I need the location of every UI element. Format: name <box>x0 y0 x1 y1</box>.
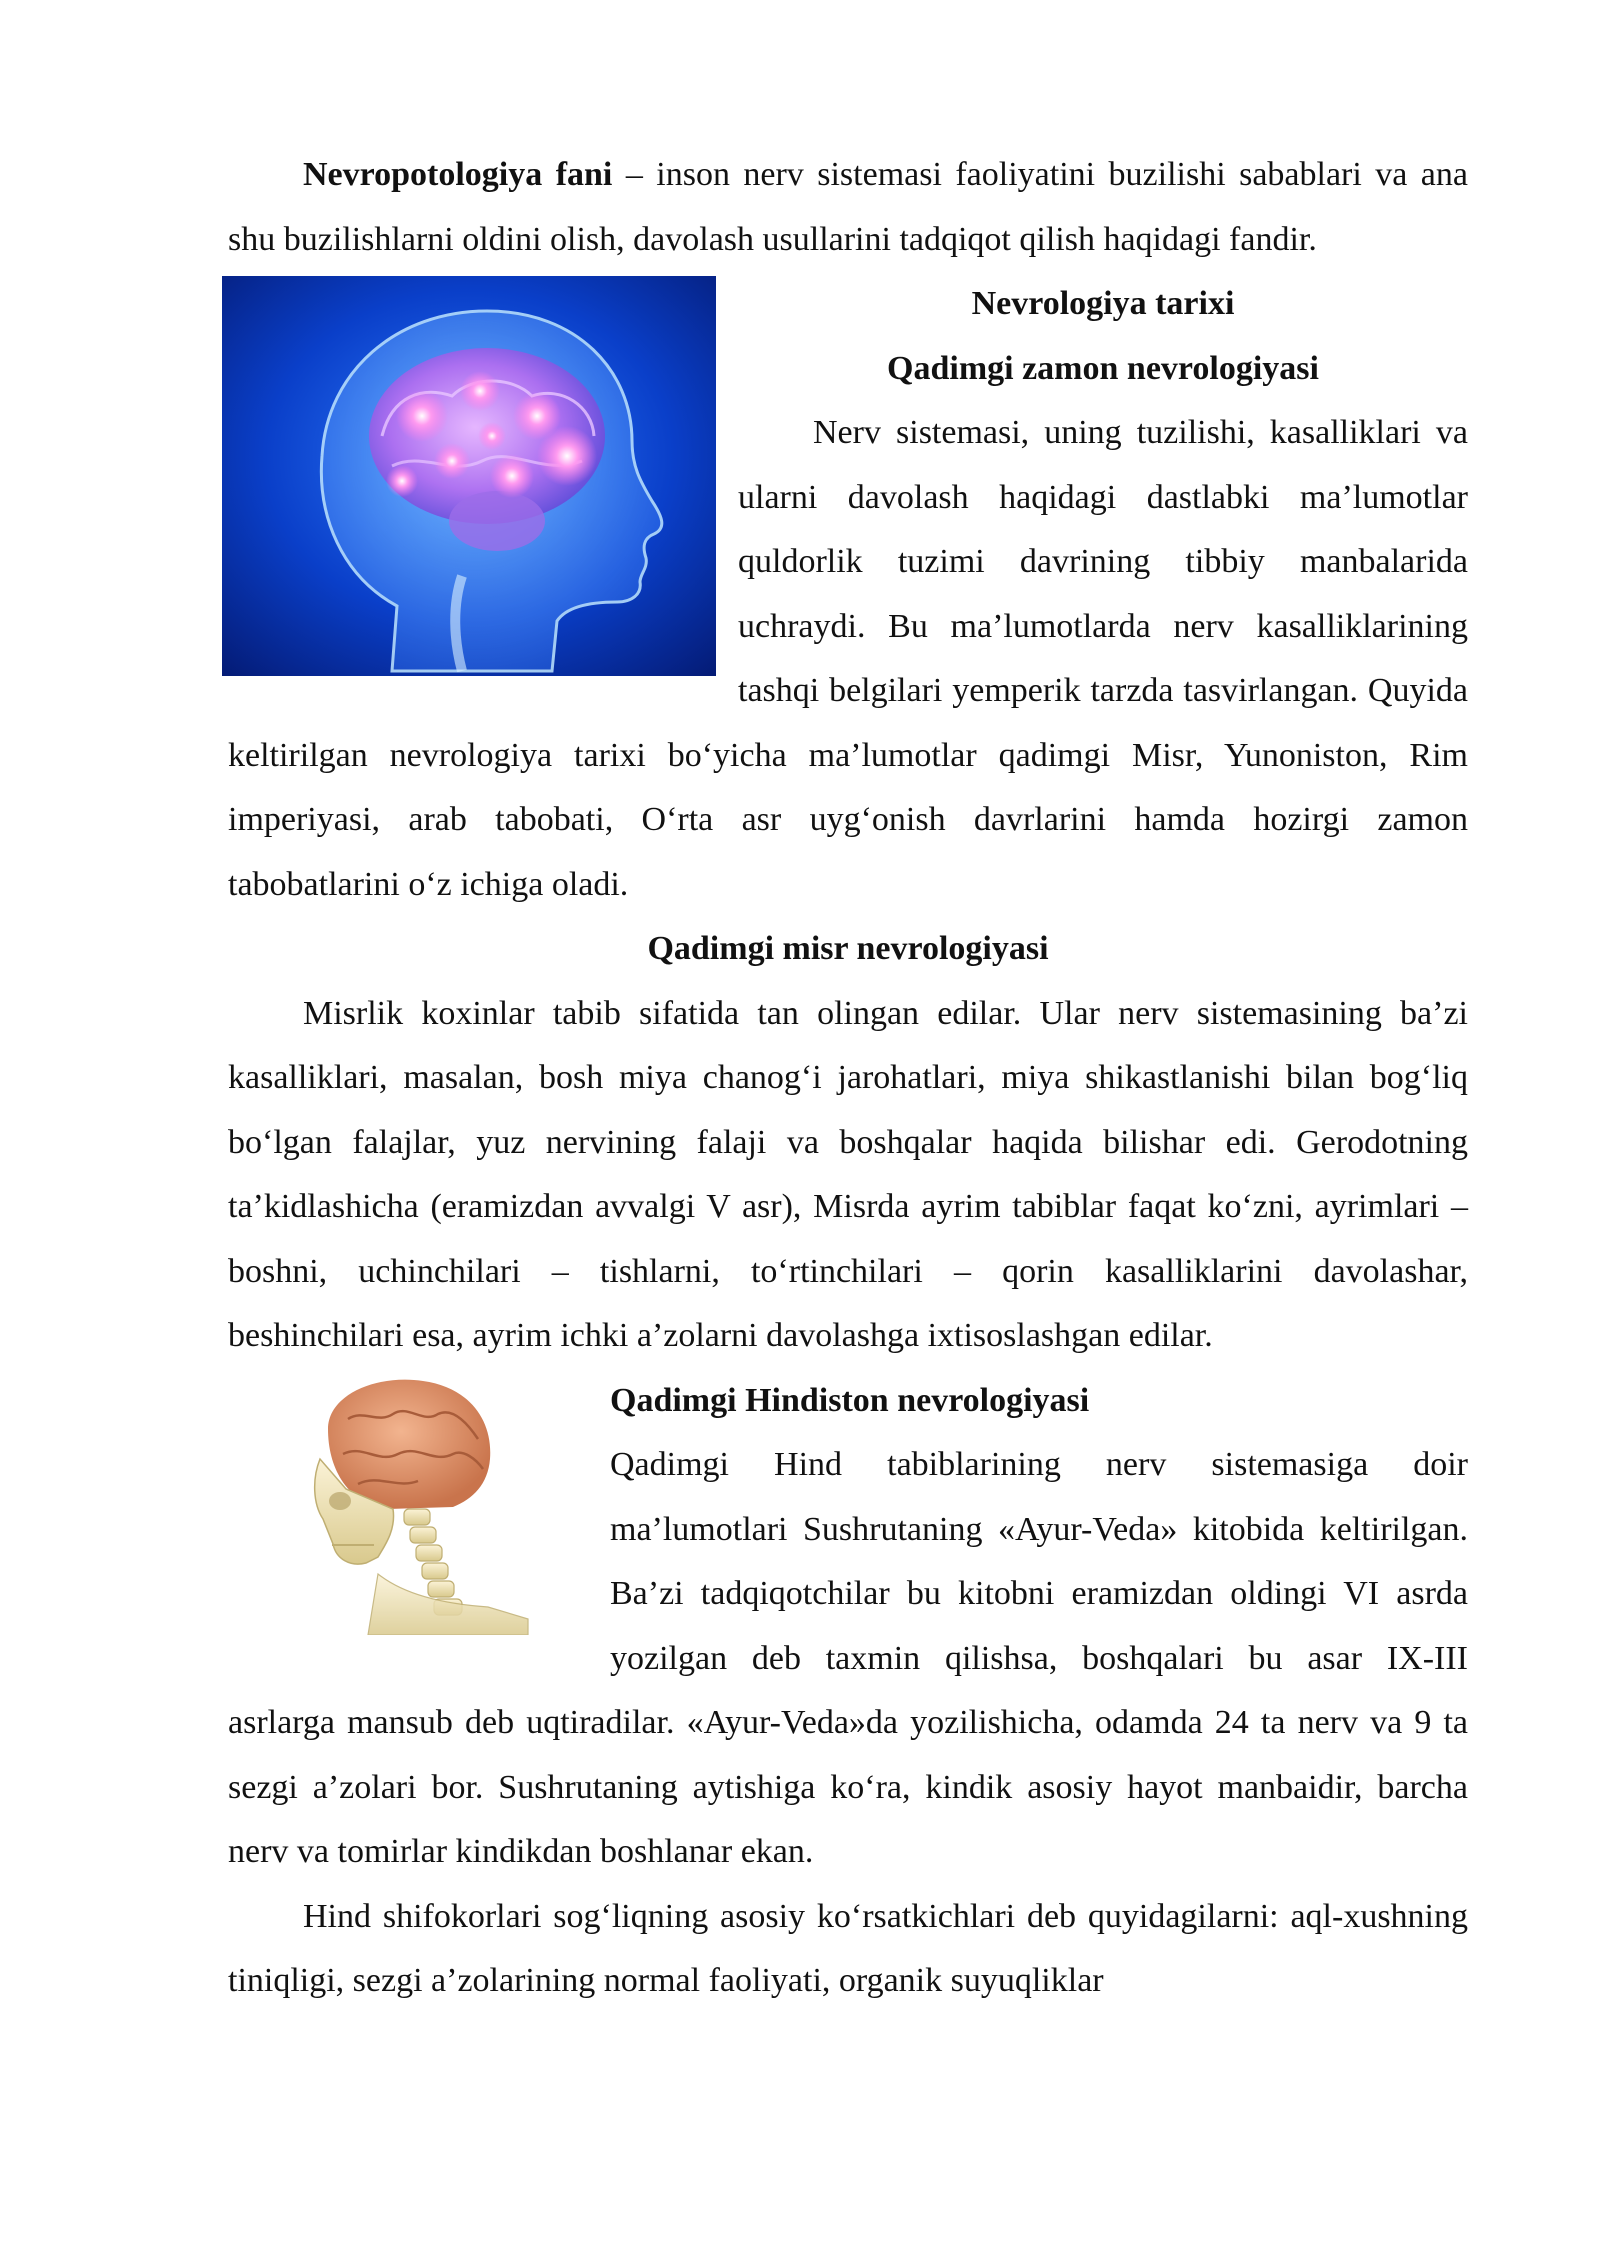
intro-term: Nevropotologiya fani <box>303 156 613 193</box>
intro-definition: – inson nerv sistemasi faoliyatini buzilishi sabablari va ana shu buzilishlarni oldini olish, davolash usullarini tadqiqot qilish haqidagi fandir. <box>228 156 1468 258</box>
section3-title: Qadimgi Hindiston nevrologiyasi <box>610 1381 1090 1419</box>
section3-body2: Hind shifokorlari sog‘liqning asosiy ko‘rsatkichlari deb quyidagilarni: aql-xushning tiniqligi, sezgi a’zolarining normal faoliyati, organik suyuqliklar <box>228 1897 1468 1999</box>
section1-subtitle: Qadimgi zamon nevrologiyasi <box>887 349 1319 387</box>
intro-paragraph <box>228 143 1468 272</box>
skull-illustration <box>228 1369 568 1635</box>
section2-title: Qadimgi misr nevrologiyasi <box>647 930 1049 967</box>
section3-body: Qadimgi Hind tabiblarining nerv sistemasiga doir ma’lumotlari Sushrutaning «Ayur-Veda» kitobida keltirilgan. Ba’zi tadqiqotchilar bu kitobni eramizdan oldingi VI asrda yozilgan deb taxmin qilishsa, boshqalari bu asar IX-III asrlarga mansub deb uqtiradilar. «Ayur-Veda»da yozilishicha, odamda 24 ta nerv va 9 ta sezgi a’zolari bor. Sushrutaning aytishiga ko‘ra, kindik asosiy hayot manbaidir, barcha nerv va tomirlar kindikdan boshlanar ekan. <box>228 1446 1468 1870</box>
section1-title: Nevrologiya tarixi <box>971 285 1235 322</box>
page-content <box>228 143 1468 2014</box>
section2-body: Misrlik koxinlar tabib sifatida tan olingan edilar. Ular nerv sistemasining ba’zi kasalliklari, masalan, bosh miya chanog‘i jarohatlari, miya shikastlanishi bilan bog‘liq bo‘lgan falajlar, yuz nervining falaji va boshqalar haqida bilishar edi. Gerodotning ta’kidlashicha (eramizdan avvalgi V asr), Misrda ayrim tabiblar faqat ko‘zni, ayrimlari – boshni, uchinchilari – tishlarni, to‘rtinchilari – qorin kasalliklarini davolashar, beshinchilari esa, ayrim ichki a’zolarni davolashga ixtisoslashgan edilar. <box>228 994 1468 1354</box>
section1-body: Nerv sistemasi, uning tuzilishi, kasalliklari va ularni davolash haqidagi dastlabki ma’lumotlar quldorlik tuzimi davrining tibbiy manbalarida uchraydi. Bu ma’lumotlarda nerv kasalliklarining tashqi belgilari yemperik tarzda tasvirlangan. Quyida keltirilgan nevrologiya tarixi bo‘yicha ma’lumotlar qadimgi Misr, Yunoniston, Rim imperiyasi, arab tabobati, O‘rta asr uyg‘onish davrlarini hamda hozirgi zamon tabobatlarini o‘z ichiga oladi. <box>228 414 1468 903</box>
brain-illustration <box>222 276 716 676</box>
